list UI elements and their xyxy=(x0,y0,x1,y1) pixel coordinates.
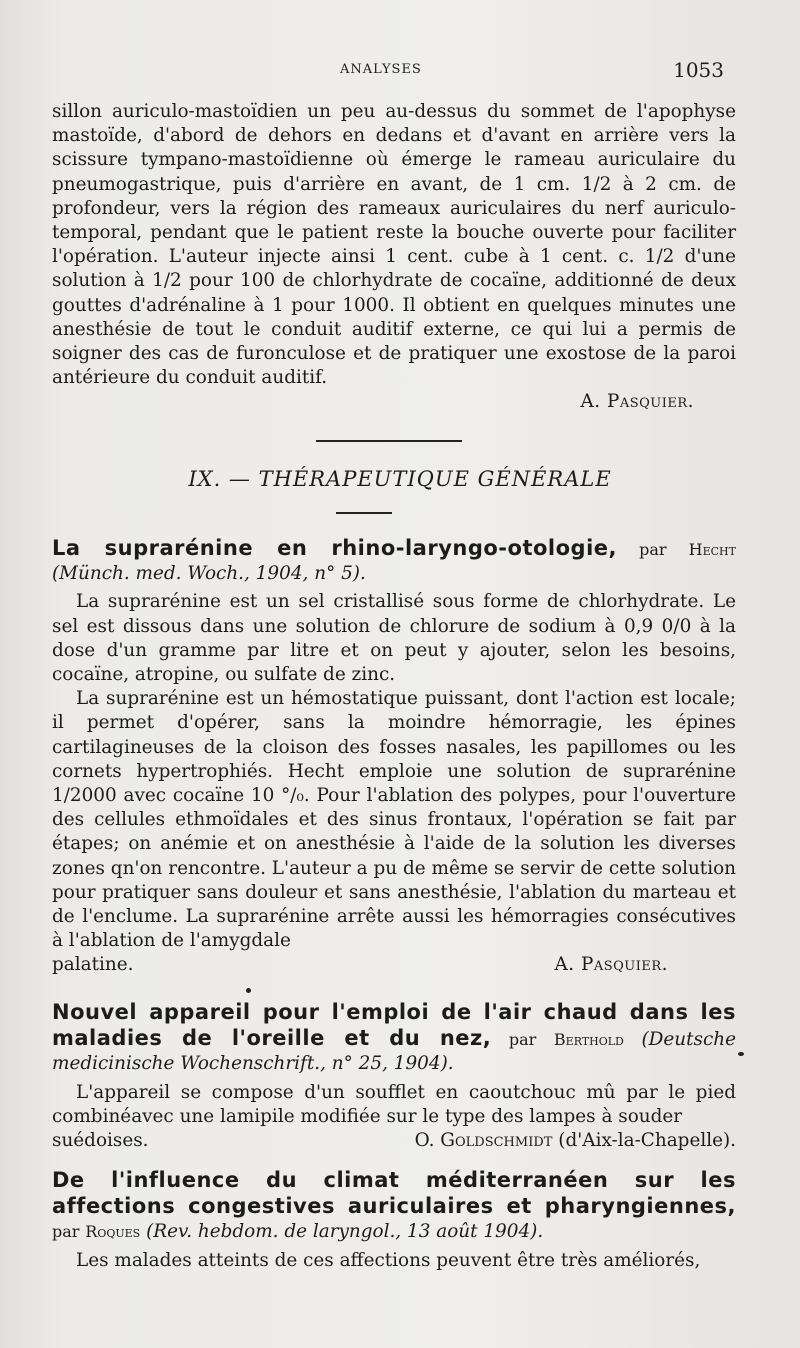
article-heading xyxy=(52,1168,736,1245)
article-climat xyxy=(52,1168,736,1273)
article-suprarenine xyxy=(52,536,736,978)
ink-speck xyxy=(246,988,251,993)
separator-rule xyxy=(316,440,462,442)
article-heading xyxy=(52,1000,736,1077)
top-paragraph: sillon auriculo-mastoïdien un peu au-dessus du sommet de l'apophyse mastoïde, d'abord de dehors en dedans et d'avant en arrière vers la scissure tympano-mastoïdienne où émerge le rameau auriculaire du pneumogastrique, puis d'arrière en avant, de 1 cm. 1/2 à 2 cm. de profondeur, vers la région des rameaux auriculaires du nerf auriculo-temporal, pendant que le patient reste la bouche ouverte pour faciliter l'opération. L'auteur injecte ainsi 1 cent. cube à 1 cent. c. 1/2 d'une solution à 1/2 pour 100 de chlorhydrate de cocaïne, additionné de deux gouttes d'adrénaline à 1 pour 1000. Il obtient en quelques minutes une anesthésie de tout le conduit auditif externe, ce qui lui a permis de soigner des cas de furonculose et de pratiquer une exostose de la paroi antérieure du conduit auditif. xyxy=(52,101,736,389)
top-signature: A. Pasquier. xyxy=(580,391,694,413)
article-title: De l'influence du climat méditerranéen sur les affections congestives auriculaires et pharyngiennes, xyxy=(52,1168,736,1219)
article-paragraph: L'appareil se compose d'un soufflet en caoutchouc mû par le pied combinéavec une lamipile modifiée sur le type des lampes à souder xyxy=(52,1081,736,1127)
article-title: La suprarénine en rhino-laryngo-otologie, xyxy=(52,536,617,560)
ink-speck xyxy=(738,1052,744,1056)
article-title: Nouvel appareil pour l'emploi de l'air chaud dans les maladies de l'oreille et du nez, xyxy=(52,1000,736,1051)
page-number: 1053 xyxy=(673,58,724,82)
article-closing-line xyxy=(52,953,736,977)
article-last-line: palatine. xyxy=(52,954,134,976)
running-head: ANALYSES xyxy=(340,62,422,77)
article-paragraph: Les malades atteints de ces affections peuvent être très améliorés, xyxy=(76,1249,701,1271)
article-by: par xyxy=(639,540,667,559)
article-last-line: suédoises. xyxy=(52,1130,149,1152)
article-by: par xyxy=(508,1030,537,1050)
article-author: Roques xyxy=(85,1222,141,1242)
page-header xyxy=(0,58,800,88)
article-signature: O. Goldschmidt xyxy=(414,1130,553,1152)
article-paragraph: La suprarénine est un sel cristallisé sous forme de chlorhydrate. Le sel est dissous dans une solution de chlorure de sodium à 0,9 0/0 à la dose d'un gramme par litre et on peut y ajouter, selon les besoins, cocaïne, atropine, ou sulfate de zinc. xyxy=(52,591,736,686)
article-signature: A. Pasquier. xyxy=(554,954,668,976)
section-title: IX. — THÉRAPEUTIQUE GÉNÉRALE xyxy=(188,467,612,491)
section-rule xyxy=(336,512,392,514)
article-author: Hecht xyxy=(688,540,736,559)
article-author: Berthold xyxy=(553,1030,624,1050)
article-paragraph: La suprarénine est un hémostatique puissant, dont l'action est locale; il permet d'opérer, sans la moindre hémorragie, les épines cartilagineuses de la cloison des fosses nasales, les papillomes ou les cornets hypertrophiés. Hecht emploie une solution de suprarénine 1/2000 avec cocaïne 10 °/₀. Pour l'ablation des polypes, pour l'ouverture des cellules ethmoïdales et des sinus frontaux, l'opération se fait par étapes; on anémie et on anesthésie à l'aide de la solution les diverses zones qn'on rencontre. L'auteur a pu de même se servir de cette solution pour pratiquer sans douleur et sans anesthésie, l'ablation du marteau et de l'enclume. La suprarénine arrête aussi les hémorragies consécutives à l'ablation de l'amygdale xyxy=(52,688,736,952)
article-signature-group xyxy=(415,1129,736,1153)
top-abstract xyxy=(52,100,736,415)
article-heading xyxy=(52,536,736,586)
article-air-chaud xyxy=(52,1000,736,1153)
article-signature-suffix: (d'Aix-la-Chapelle). xyxy=(558,1130,736,1152)
article-citation: (Münch. med. Woch., 1904, n° 5). xyxy=(52,563,366,585)
article-citation: (Deutsche medicinische Wochenschrift., n° 25, 1904). xyxy=(52,1029,736,1075)
article-by: par xyxy=(52,1222,80,1242)
article-citation: (Rev. hebdom. de laryngol., 13 août 1904). xyxy=(146,1221,544,1243)
article-closing-line xyxy=(52,1129,736,1153)
